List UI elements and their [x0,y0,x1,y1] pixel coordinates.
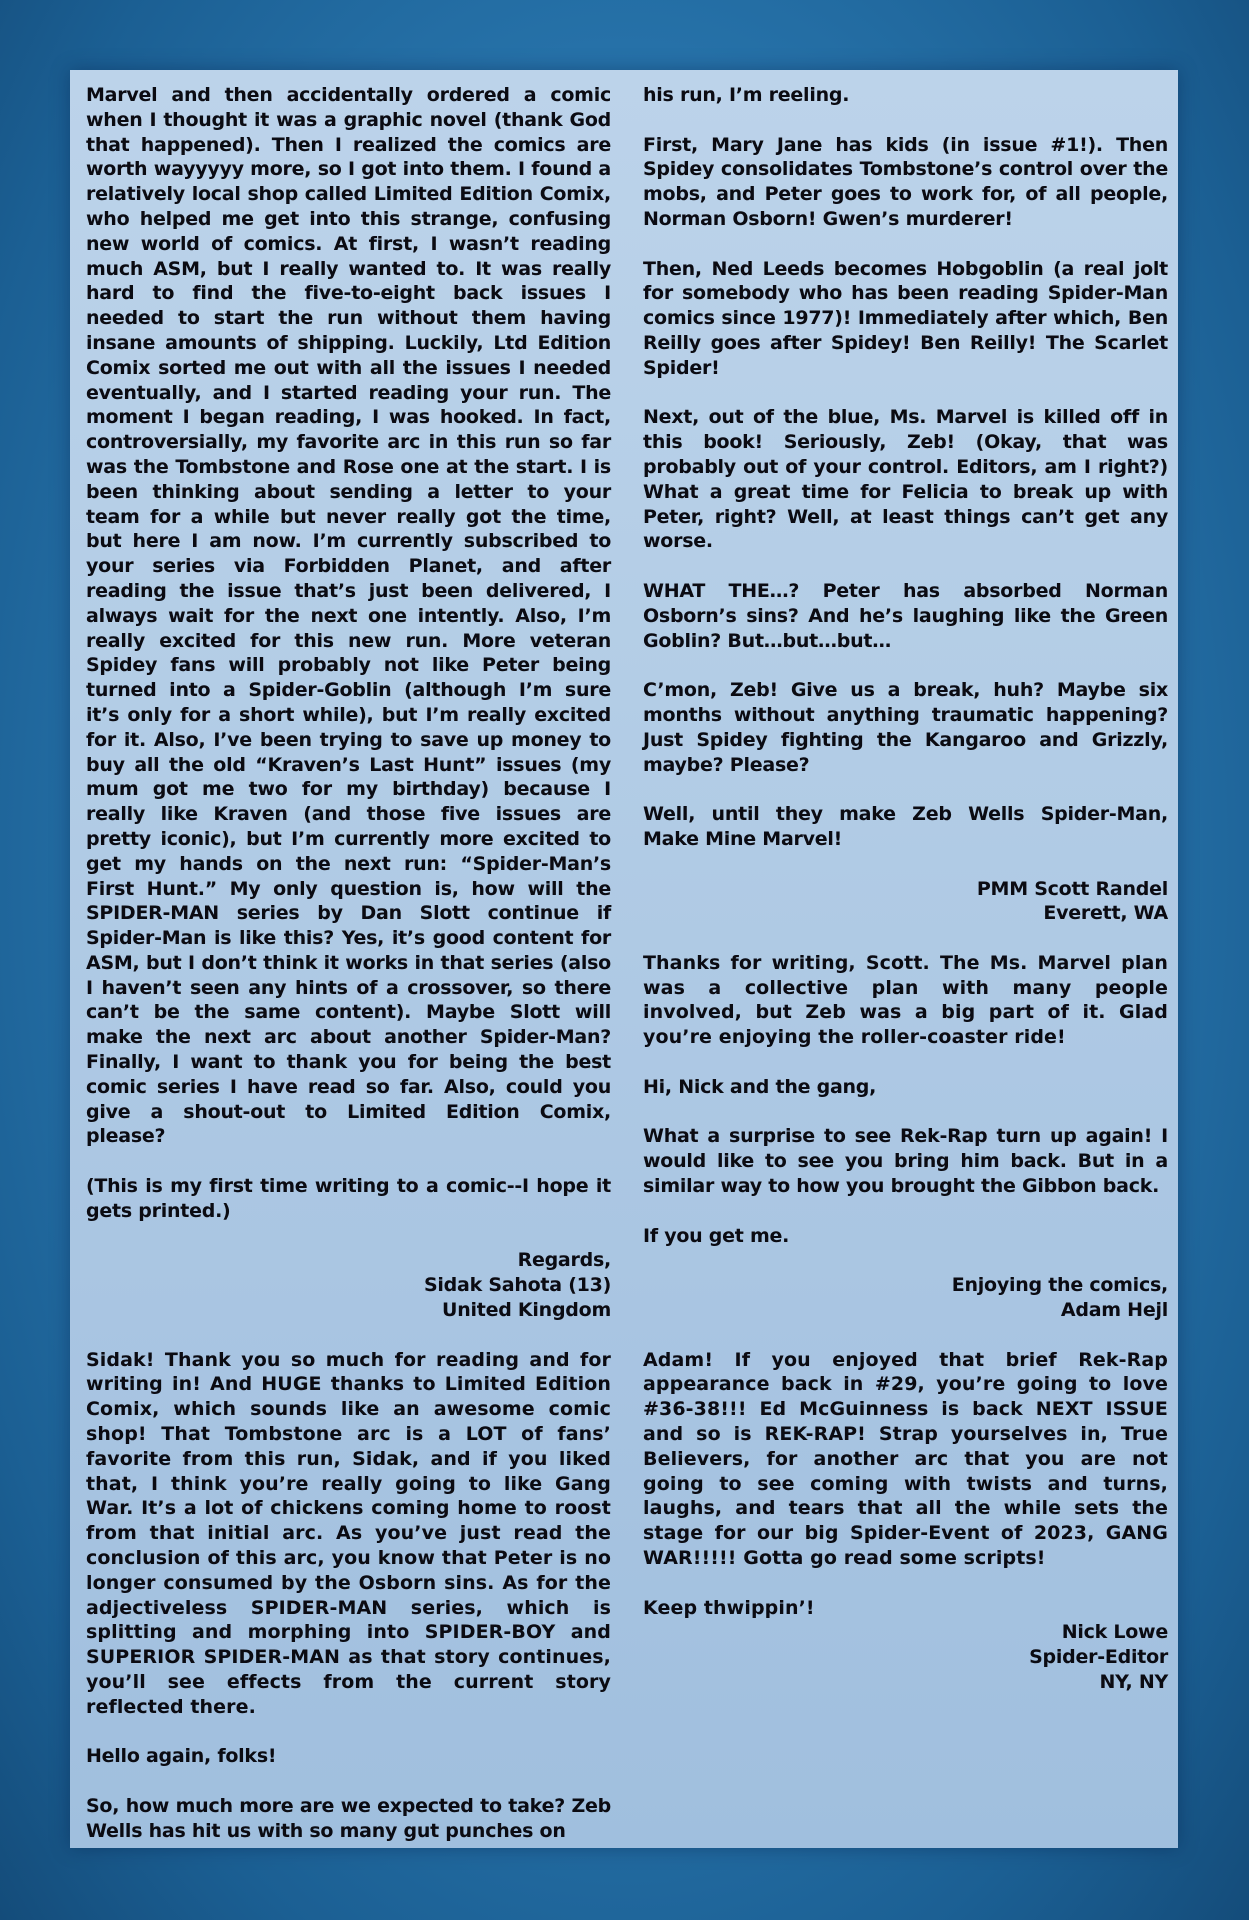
signature-title: Spider-Editor [1029,1646,1168,1669]
editor-signoff: Keep thwippin’! [643,1596,815,1619]
signature-name: Nick Lowe [1061,1621,1168,1644]
letter-scott-paragraph: C’mon, Zeb! Give us a break, huh? Maybe six months without anything traumatic happening? Just Spidey fighting the Kangaroo and Grizzly, maybe? Please? [643,679,1168,776]
letter-scott-paragraph: WHAT THE…? Peter has absorbed Norman Osborn’s sins? And he’s laughing like the Green Goblin? But…but…but… [643,579,1168,652]
editor-reply-scott: Thanks for writing, Scott. The Ms. Marvel plan was a collective plan with many people involved, but Zeb was a big part of it. Glad you’re enjoying the roller-coaster ride! [643,951,1168,1049]
signature-adam [643,1273,1168,1323]
letter-adam-closing: If you get me. [643,1224,790,1247]
signature-name: Sidak Sahota (13) [423,1274,611,1297]
letter-adam-body: What a surprise to see Rek-Rap turn up again! I would like to see you bring him back. But in a similar way to how you brought the Gibbon back. [643,1125,1168,1198]
signature-location: NY, NY [1099,1671,1168,1693]
letter-scott-paragraph: Then, Ned Leeds becomes Hobgoblin (a real jolt for somebody who has been reading Spider-Man comics since 1977)! Immediately after which, Ben Reilly goes after Spidey! Ben Reilly! The Scarlet Spider! [643,257,1168,379]
signature-name: Adam Hejl [1060,1299,1168,1322]
signature-line: Enjoying the comics, [951,1274,1168,1297]
signature-editor [643,1620,1168,1694]
letter-scott-paragraph: Next, out of the blue, Ms. Marvel is killed off in this book! Seriously, Zeb! (Okay, that was probably out of your control. Editors, am I right?) What a great time for Felicia to break up with Peter, right? Well, at least things can’t get any worse. [643,406,1168,553]
letters-page [70,70,1178,1848]
signature-line: Regards, [517,1249,611,1272]
letter-scott-continued: his run, I’m reeling. [643,84,850,106]
editor-reply-sidak: Sidak! Thank you so much for reading and for writing in! And HUGE thanks to Limited Edition Comix, which sounds like an awesome comic shop! That Tombstone arc is a LOT of fans’ favorite from this run, Sidak, and if you liked that, I think you’re really going to like Gang War. It’s a lot of chickens coming home to roost from that initial arc. As you’ve just read the conclusion of this arc, you know that Peter is no longer consumed by the Osborn sins. As for the adjectiveless SPIDER-MAN series, which is splitting and morphing into SPIDER-BOY and SUPERIOR SPIDER-MAN as that story continues, you’ll see effects from the current story reflected there. [86,1348,611,1718]
letter-scott-intro: So, how much more are we expected to take? Zeb Wells has hit us with so many gut punches on [86,1794,611,1842]
signature-name: PMM Scott Randel [976,877,1168,900]
editor-reply-adam: Adam! If you enjoyed that brief Rek-Rap appearance back in #29, you’re going to love #36-38!!! Ed McGuinness is back NEXT ISSUE and so is REK-RAP! Strap yourselves in, True Believers, for another arc that you are not going to see coming with twists and turns, laughs, and tears that all the while sets the stage for our big Spider-Event of 2023, GANG WAR!!!!! Gotta go read some scripts! [643,1348,1168,1570]
right-column [643,83,1168,1695]
signature-sidak [86,1248,611,1322]
letter-sidak-body: Marvel and then accidentally ordered a comic when I thought it was a graphic novel (thank God that happened). Then I realized the comics are worth wayyyyy more, so I got into them. I found a relatively local shop called Limited Edition Comix, who helped me get into this strange, confusing new world of comics. At first, I wasn’t reading much ASM, but I really wanted to. It was really hard to find the five-to-eight back issues I needed to start the run without them having insane amounts of shipping. Luckily, Ltd Edition Comix sorted me out with all the issues I needed eventually, and I started reading your run. The moment I began reading, I was hooked. In fact, controversially, my favorite arc in this run so far was the Tombstone and Rose one at the start. I is been thinking about sending a letter to your team for a while but never really got the time, but here I am now. I’m currently subscribed to your series via Forbidden Planet, and after reading the issue that’s just been delivered, I always wait for the next one intently. Also, I’m really excited for this new run. More veteran Spidey fans will probably not like Peter being turned into a Spider-Goblin (although I’m sure it’s only for a short while), but I’m really excited for it. Also, I’ve been trying to save up money to buy all the old “Kraven’s Last Hunt” issues (my mum got me two for my birthday) because I really like Kraven (and those five issues are pretty iconic), but I’m currently more excited to get my hands on the next run: “Spider-Man’s First Hunt.” My only question is, how will the SPIDER-MAN series by Dan Slott continue if Spider-Man is like this? Yes, it’s good content for ASM, but I don’t think it works in that series (also I haven’t seen any hints of a crossover, so there can’t be the same content). Maybe Slott will make the next arc about another Spider-Man? Finally, I want to thank you for being the best comic series I have read so far. Also, could you give a shout-out to Limited Edition Comix, please? [86,84,611,1148]
signature-location: United Kingdom [442,1299,611,1322]
left-column [86,83,611,1844]
signature-location: Everett, WA [1043,902,1168,925]
letter-adam-greeting: Hi, Nick and the gang, [643,1075,877,1098]
letter-scott-paragraph: First, Mary Jane has kids (in issue #1!). Then Spidey consolidates Tombstone’s control over the mobs, and Peter goes to work for, of all people, Norman Osborn! Gwen’s murderer! [643,133,1168,230]
letter-scott-greeting: Hello again, folks! [86,1745,277,1768]
signature-scott [643,877,1168,927]
letter-scott-closing: Well, until they make Zeb Wells Spider-Man, Make Mine Marvel! [643,803,1168,850]
letter-sidak-postscript: (This is my first time writing to a comic--I hope it gets printed.) [86,1175,611,1222]
